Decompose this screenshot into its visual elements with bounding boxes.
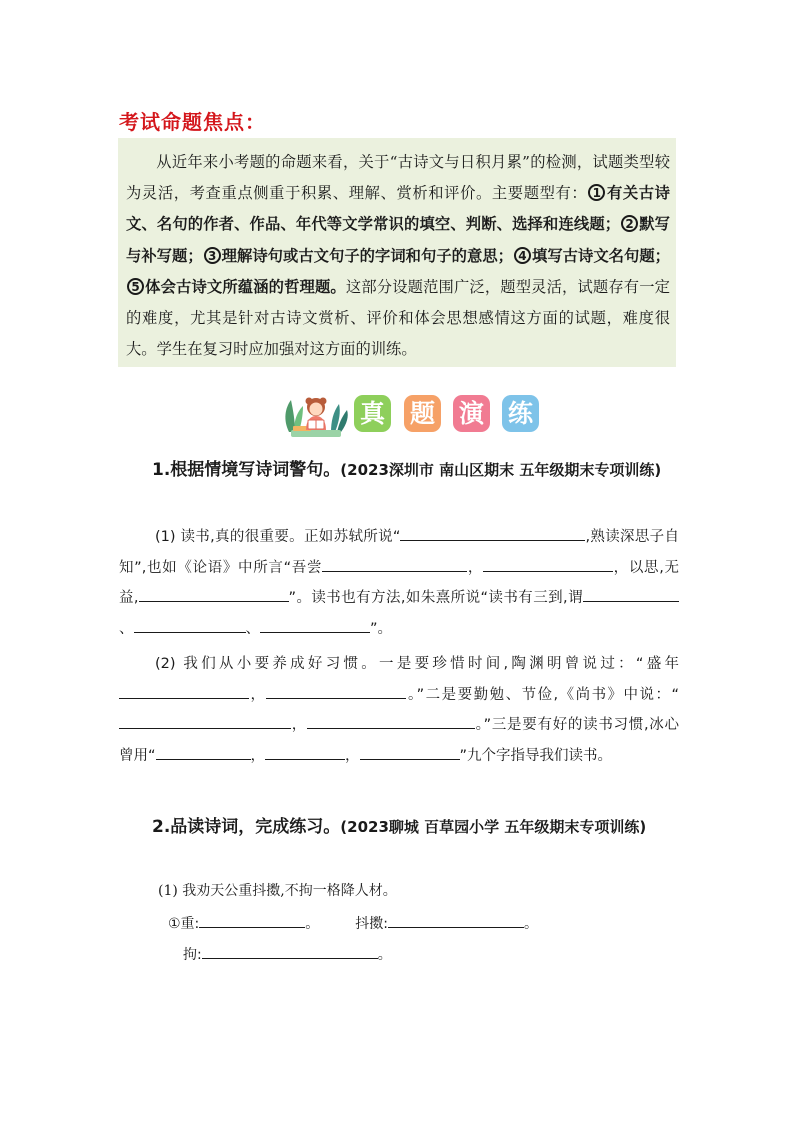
banner-char-lian: 练 bbox=[502, 395, 539, 432]
label-zhong: ①重: bbox=[168, 916, 200, 932]
banner-char-yan: 演 bbox=[453, 395, 490, 432]
answer-blank[interactable] bbox=[134, 618, 246, 633]
circled-number-4: 4 bbox=[514, 247, 531, 264]
answer-blank[interactable] bbox=[483, 557, 613, 572]
answer-blank[interactable] bbox=[202, 944, 378, 959]
answer-blank[interactable] bbox=[119, 714, 291, 729]
punct: 。 bbox=[305, 916, 320, 932]
banner-char-ti: 题 bbox=[404, 395, 441, 432]
q1-p2-text: ， bbox=[249, 686, 267, 703]
question-2-poem-line: (1) 我劝天公重抖擞,不拘一格降人材。 bbox=[158, 883, 397, 899]
answer-blank[interactable] bbox=[388, 913, 524, 928]
answer-blank[interactable] bbox=[307, 714, 475, 729]
answer-blank[interactable] bbox=[139, 587, 289, 602]
question-2-line-3 bbox=[183, 944, 392, 966]
q1-p2-text: ”九个字指导我们读书。 bbox=[459, 747, 613, 764]
q1-p2-text: ， bbox=[345, 747, 360, 764]
question-1-part-2 bbox=[119, 649, 679, 771]
focus-intro-text: 从近年来小考题的命题来看，关于“古诗文与日积月累”的检测，试题类型较为灵活，考查重点侧重于积累、理解、赏析和评价。主要题型有： bbox=[126, 153, 670, 203]
answer-blank[interactable] bbox=[322, 557, 467, 572]
circled-number-2: 2 bbox=[621, 215, 638, 232]
q1-p1-text: 、 bbox=[119, 620, 134, 637]
focus-box bbox=[118, 138, 676, 367]
answer-blank[interactable] bbox=[360, 745, 460, 760]
q1-p2-text: 。”三是要有好的读书习惯,冰心曾用“ bbox=[119, 717, 680, 764]
focus-type-3: 理解诗句或古文句子的字词和句子的意思； bbox=[221, 246, 513, 265]
circled-number-5: 5 bbox=[127, 278, 144, 295]
label-ju: 拘: bbox=[183, 947, 202, 963]
q1-p1-text: ”。读书也有方法,如朱熹所说“读书有三到,谓 bbox=[288, 590, 583, 606]
q1-p2-text: ， bbox=[250, 747, 266, 764]
q1-p1-text: ，以思,无益, bbox=[119, 559, 680, 606]
punct: 。 bbox=[377, 947, 392, 963]
answer-blank[interactable] bbox=[260, 618, 370, 633]
question-2-line-2 bbox=[168, 913, 538, 935]
banner-char-zhen: 真 bbox=[354, 395, 391, 432]
answer-blank[interactable] bbox=[156, 745, 251, 760]
answer-blank[interactable] bbox=[119, 684, 249, 699]
punct: 。 bbox=[524, 916, 538, 932]
label-dousou: 抖擞: bbox=[355, 916, 388, 932]
question-1-part-1 bbox=[119, 522, 679, 644]
q1-p2-text: ， bbox=[291, 717, 307, 733]
q1-p2-text: 。”二是要勤勉、节俭,《尚书》中说：“ bbox=[406, 686, 679, 703]
circled-number-1: 1 bbox=[588, 184, 605, 201]
reading-girl-icon bbox=[281, 392, 351, 438]
q1-p1-text: (1) 读书,真的很重要。正如苏轼所说“ bbox=[155, 529, 401, 545]
answer-blank[interactable] bbox=[400, 526, 585, 541]
question-1-source: (2023深圳市 南山区期末 五年级期末专项训练) bbox=[340, 461, 662, 479]
focus-type-1: 有关古诗文、名句的作者、作品、年代等文学常识的填空、判断、选择和连线题； bbox=[126, 184, 670, 234]
focus-type-4: 填写古诗文名句题； bbox=[531, 246, 670, 265]
q1-p2-text: (2) 我们从小要养成好习惯。一是要珍惜时间,陶渊明曾说过：“盛年 bbox=[155, 656, 679, 672]
answer-blank[interactable] bbox=[266, 684, 406, 699]
focus-type-5: 体会古诗文所蕴涵的哲理题。 bbox=[145, 277, 346, 296]
focus-title: 考试命题焦点： bbox=[119, 110, 266, 134]
focus-type-2: 默写与补写题； bbox=[126, 215, 670, 265]
question-1-title: 1.根据情境写诗词警句。 bbox=[152, 460, 341, 480]
question-1-heading bbox=[152, 453, 682, 488]
question-2-title: 2.品读诗词，完成练习。 bbox=[152, 817, 341, 837]
focus-outro-text: 这部分设题范围广泛，题型灵活，试题存有一定的难度，尤其是针对古诗文赏析、评价和体会思想感情这方面的试题，难度很大。学生在复习时应加强对这方面的训练。 bbox=[126, 277, 670, 359]
answer-blank[interactable] bbox=[265, 745, 345, 760]
circled-number-3: 3 bbox=[204, 247, 221, 264]
practice-banner bbox=[281, 392, 541, 440]
q1-p1-text: ,熟读深思子自知”,也如《论语》中所言“吾尝 bbox=[119, 529, 680, 576]
answer-blank[interactable] bbox=[583, 587, 679, 602]
question-2-source: (2023聊城 百草园小学 五年级期末专项训练) bbox=[340, 818, 647, 836]
answer-blank[interactable] bbox=[199, 913, 305, 928]
q1-p1-text: ， bbox=[467, 559, 483, 576]
q1-p1-text: 、 bbox=[245, 620, 260, 637]
question-2-heading bbox=[152, 810, 682, 845]
q1-p1-text: ”。 bbox=[370, 620, 393, 637]
